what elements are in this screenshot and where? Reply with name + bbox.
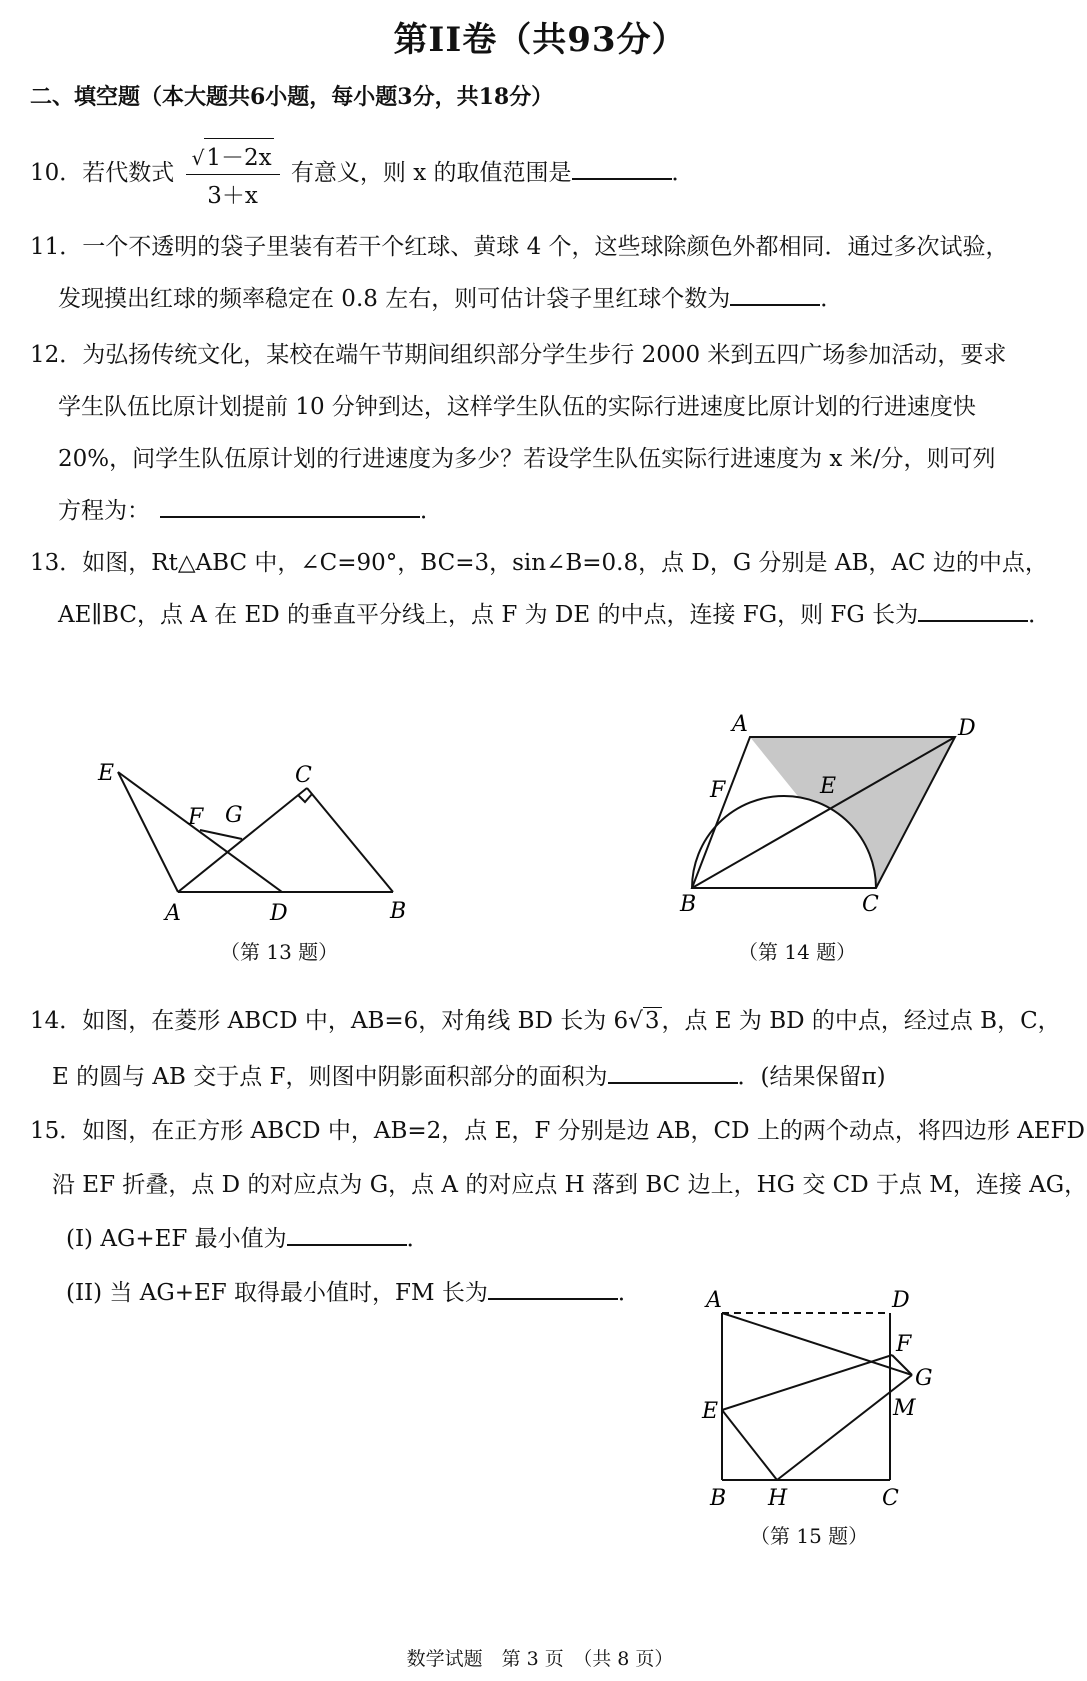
q10-prefix: 10．若代数式	[30, 160, 175, 186]
q10-text: 有意义，则 x 的取值范围是	[290, 160, 572, 186]
q10-denominator: 3＋x	[207, 183, 258, 209]
fig14-label-C: C	[862, 892, 879, 917]
fig15-label-G: G	[915, 1366, 933, 1391]
question-10	[30, 138, 695, 210]
fig13-label-E: E	[98, 761, 115, 786]
figure-14	[670, 705, 990, 915]
q15-part2-text: (II) 当 AG+EF 取得最小值时，FM 长为	[66, 1280, 488, 1306]
fig14-label-B: B	[680, 892, 697, 917]
q15-part2-blank	[488, 1276, 618, 1300]
fig15-label-E: E	[702, 1399, 719, 1424]
q11-text: 发现摸出红球的频率稳定在 0.8 左右，则可估计袋子里红球个数为	[58, 286, 731, 312]
fig13-label-G: G	[225, 803, 243, 828]
fig13-label-D: D	[270, 901, 288, 926]
q11-line2	[58, 280, 843, 313]
q15-part2	[66, 1274, 641, 1307]
q14-sqrt: 3	[644, 1008, 660, 1034]
q10-numerator: 1－2x	[204, 138, 273, 172]
fig13-label-B: B	[390, 899, 407, 924]
figure-15	[690, 1285, 950, 1510]
fig15-label-H: H	[768, 1486, 788, 1511]
fig15-label-B: B	[710, 1486, 727, 1511]
q13-answer-blank	[918, 598, 1028, 622]
q14-end: ．(结果保留π)	[737, 1064, 886, 1090]
q14-line1: 14．如图，在菱形 ABCD 中，AB=6，对角线 BD 长为 6√3，点 E 为 BD 的中点，经过点 B，C，	[30, 1008, 1061, 1034]
fig14-label-D: D	[958, 716, 976, 741]
q10-answer-blank	[572, 156, 672, 180]
q14-answer-blank	[608, 1060, 738, 1084]
fig14-label-E: E	[820, 774, 837, 799]
q14-line2	[52, 1058, 886, 1091]
q15-line2: 沿 EF 折叠，点 D 的对应点为 G，点 A 的对应点 H 落到 BC 边上，HG 交 CD 于点 M，连接 AG，	[52, 1172, 1087, 1198]
q12-line3: 20%，问学生队伍原计划的行进速度为多少？若设学生队伍实际行进速度为 x 米/分，则可列	[58, 446, 996, 472]
q15-part1-text: (I) AG+EF 最小值为	[66, 1226, 287, 1252]
q15-part2-end: ．	[617, 1280, 641, 1306]
q11-line1: 11．一个不透明的袋子里装有若干个红球、黄球 4 个，这些球除颜色外都相同．通过多次试验，	[30, 234, 1009, 260]
q14-text-b: ，点 E 为 BD 的中点，经过点 B，C，	[661, 1008, 1061, 1034]
q12-line2: 学生队伍比原计划提前 10 分钟到达，这样学生队伍的实际行进速度比原计划的行进速度快	[58, 394, 976, 420]
fig14-caption: （第 14 题）	[738, 940, 857, 964]
fig13-label-A: A	[165, 901, 181, 926]
q12-line4	[58, 492, 443, 525]
q15-part1	[66, 1220, 430, 1253]
q12-end: ．	[420, 498, 443, 524]
q13-end: ．	[1028, 602, 1052, 628]
q12-line1: 12．为弘扬传统文化，某校在端午节期间组织部分学生步行 2000 米到五四广场参加活动，要求	[30, 342, 1007, 368]
fig15-caption: （第 15 题）	[750, 1524, 869, 1548]
q12-answer-blank	[160, 494, 420, 518]
fig15-label-C: C	[882, 1486, 899, 1511]
q11-answer-blank	[730, 282, 820, 306]
q15-part1-end: ．	[406, 1226, 430, 1252]
figure-13	[90, 730, 420, 926]
fig15-label-D: D	[892, 1288, 910, 1313]
q10-fraction: $\frac{√1-2x}{3+x}$	[186, 138, 280, 210]
section-heading: 二、填空题（本大题共6小题，每小题3分，共18分）	[30, 84, 554, 110]
q15-part1-blank	[287, 1222, 407, 1246]
fig15-label-M: M	[893, 1396, 916, 1421]
q14-text: E 的圆与 AB 交于点 F，则图中阴影面积部分的面积为	[52, 1064, 608, 1090]
q13-line2	[58, 596, 1051, 629]
q15-line1: 15．如图，在正方形 ABCD 中，AB=2，点 E，F 分别是边 AB，CD 上的两个动点，将四边形 AEFD	[30, 1118, 1085, 1144]
q11-end: ．	[820, 286, 844, 312]
q13-line1: 13．如图，Rt△ABC 中，∠C=90°，BC=3，sin∠B=0.8，点 D，G 分别是 AB，AC 边的中点，	[30, 550, 1048, 576]
fig13-label-F: F	[188, 805, 204, 830]
page-footer: 数学试题 第 3 页 （共 8 页）	[406, 1648, 674, 1670]
fig13-label-C: C	[295, 763, 312, 788]
fig15-label-A: A	[706, 1288, 722, 1313]
q10-end: ．	[671, 160, 695, 186]
q14-text-a: 14．如图，在菱形 ABCD 中，AB=6，对角线 BD 长为 6	[30, 1008, 629, 1034]
fig13-caption: （第 13 题）	[220, 940, 339, 964]
fig14-label-A: A	[732, 712, 748, 737]
q13-text: AE∥BC，点 A 在 ED 的垂直平分线上，点 F 为 DE 的中点，连接 FG，则 FG 长为	[58, 602, 919, 628]
page-title: 第II卷（共93分）	[393, 20, 687, 60]
fig14-label-F: F	[710, 778, 726, 803]
fig15-label-F: F	[896, 1332, 912, 1357]
q12-text: 方程为：	[58, 498, 150, 524]
